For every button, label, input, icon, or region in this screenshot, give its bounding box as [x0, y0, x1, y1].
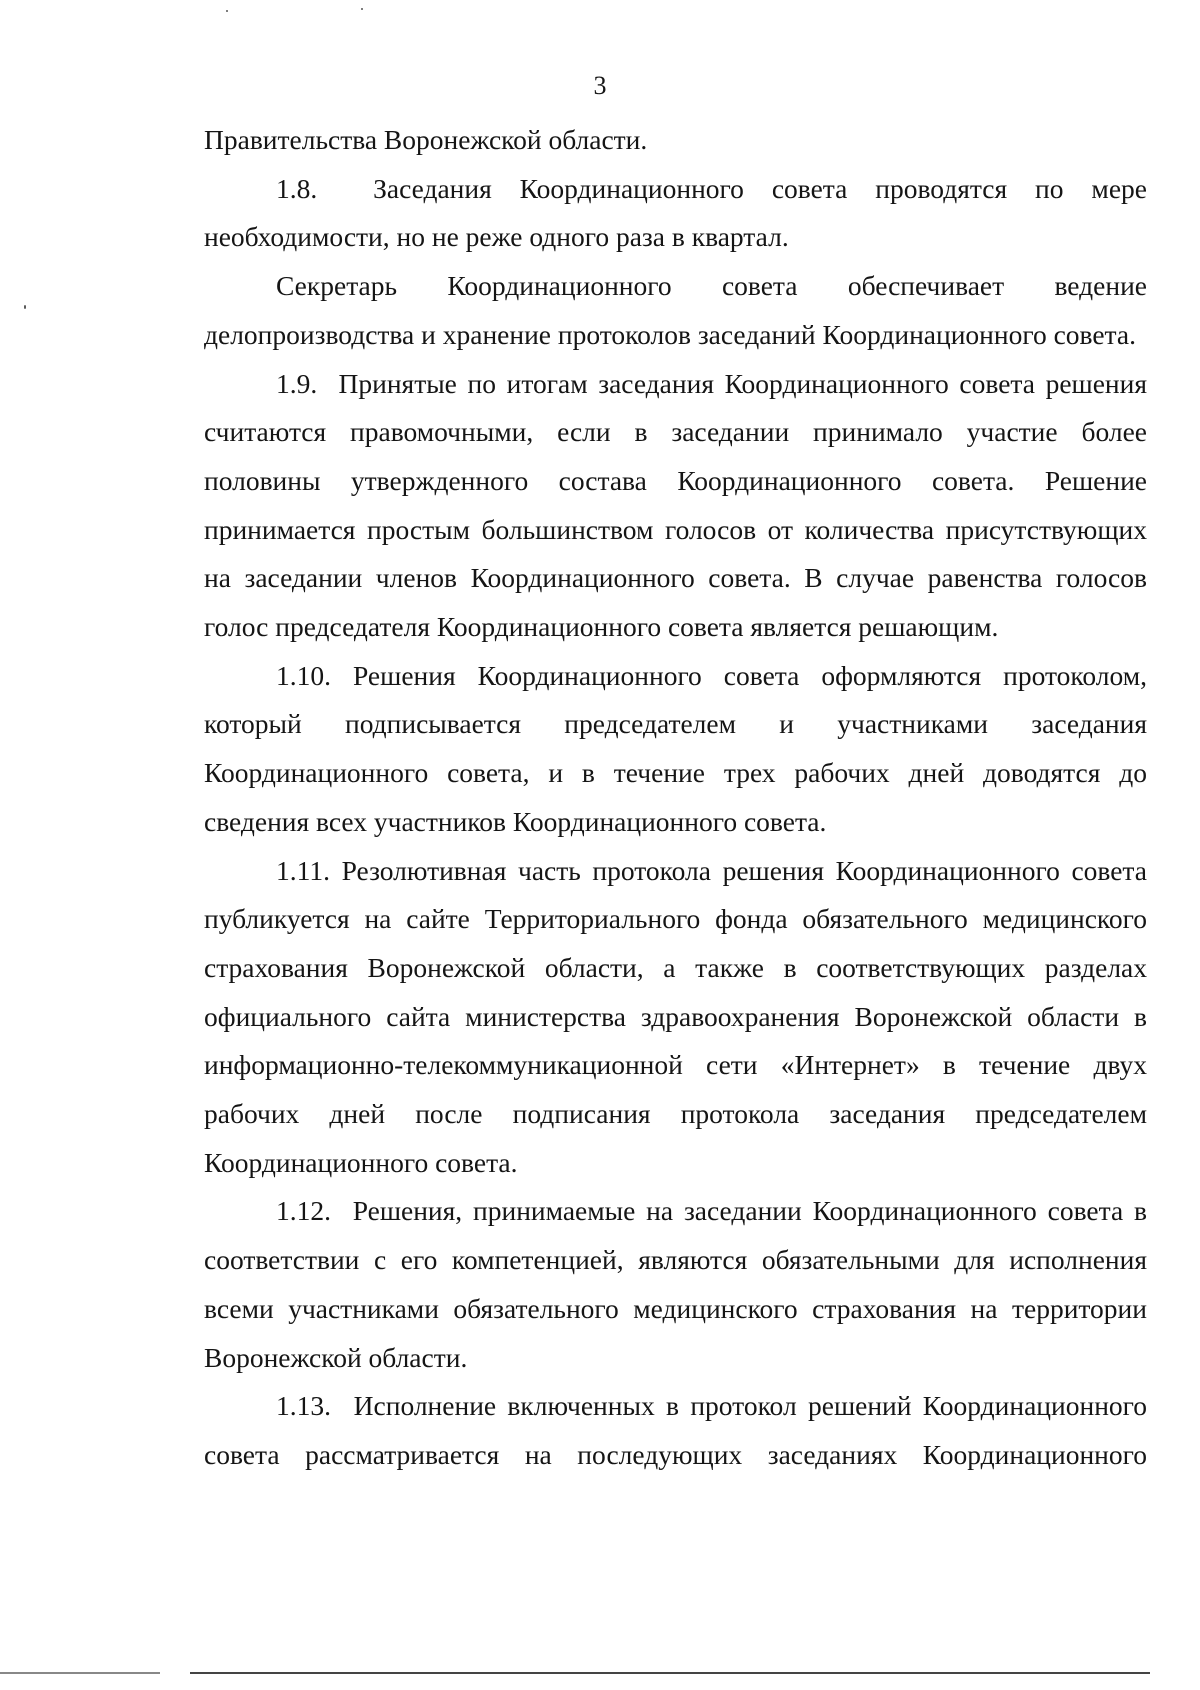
page-number: 3: [593, 71, 607, 100]
paragraph-continuation: [204, 116, 1147, 165]
scan-speck: [24, 305, 26, 309]
paragraph-text: Секретарь Координационного совета обеспечивает ведение делопроизводства и хранение протоколов заседаний Координационного совета.: [204, 270, 1147, 350]
paragraph-text: Решения Координационного совета оформляются протоколом, который подписывается председателем и участниками заседания Координационного совета, и в течение трех рабочих дней доводятся до сведения всех участников Координационного совета.: [204, 659, 1147, 837]
paragraph-number: 1.11.: [276, 854, 330, 886]
paragraph-secretary: [204, 262, 1147, 359]
paragraph-text: Принятые по итогам заседания Координационного совета решения считаются правомочными, если в заседании принимало участие более половины утвержденного состава Координационного совета. Решение принимается простым большинством голосов от количества присутствующих на заседании членов Координационного совета. В случае равенства голосов голос председателя Координационного совета является решающим.: [204, 367, 1147, 643]
paragraph-number: 1.12.: [276, 1195, 331, 1227]
paragraph-1-12: [204, 1187, 1147, 1382]
paragraph-1-9: [204, 360, 1147, 652]
paragraph-1-8: [204, 165, 1147, 262]
paragraph-number: 1.8.: [276, 172, 318, 204]
paragraph-1-10: [204, 652, 1147, 847]
scan-speck: [226, 10, 228, 12]
paragraph-number: 1.10.: [276, 659, 331, 691]
paragraph-number: 1.13.: [276, 1390, 331, 1422]
paragraph-text: Исполнение включенных в протокол решений Координационного совета рассматривается на последующих заседаниях Координационного: [204, 1390, 1148, 1470]
scan-bottom-edge: [0, 1672, 1200, 1674]
paragraph-1-13: [204, 1382, 1147, 1479]
paragraph-number: 1.9.: [276, 367, 318, 399]
paragraph-text: Решения, принимаемые на заседании Координационного совета в соответствии с его компетенцией, являются обязательными для исполнения всеми участниками обязательного медицинского страхования на территории Воронежской области.: [204, 1195, 1147, 1373]
paragraph-text: Резолютивная часть протокола решения Координационного совета публикуется на сайте Территориального фонда обязательного медицинского страхования Воронежской области, а также в соответствующих разделах официального сайта министерства здравоохранения Воронежской области в информационно-телекоммуникационной сети «Интернет» в течение двух рабочих дней после подписания протокола заседания председателем Координационного совета.: [204, 854, 1147, 1178]
paragraph-1-11: [204, 847, 1147, 1188]
paragraph-text: Заседания Координационного совета проводятся по мере необходимости, но не реже одного раза в квартал.: [204, 172, 1147, 253]
scan-speck: [361, 8, 363, 10]
document-body: [204, 116, 1147, 1480]
paragraph-text: Правительства Воронежской области.: [204, 124, 648, 155]
